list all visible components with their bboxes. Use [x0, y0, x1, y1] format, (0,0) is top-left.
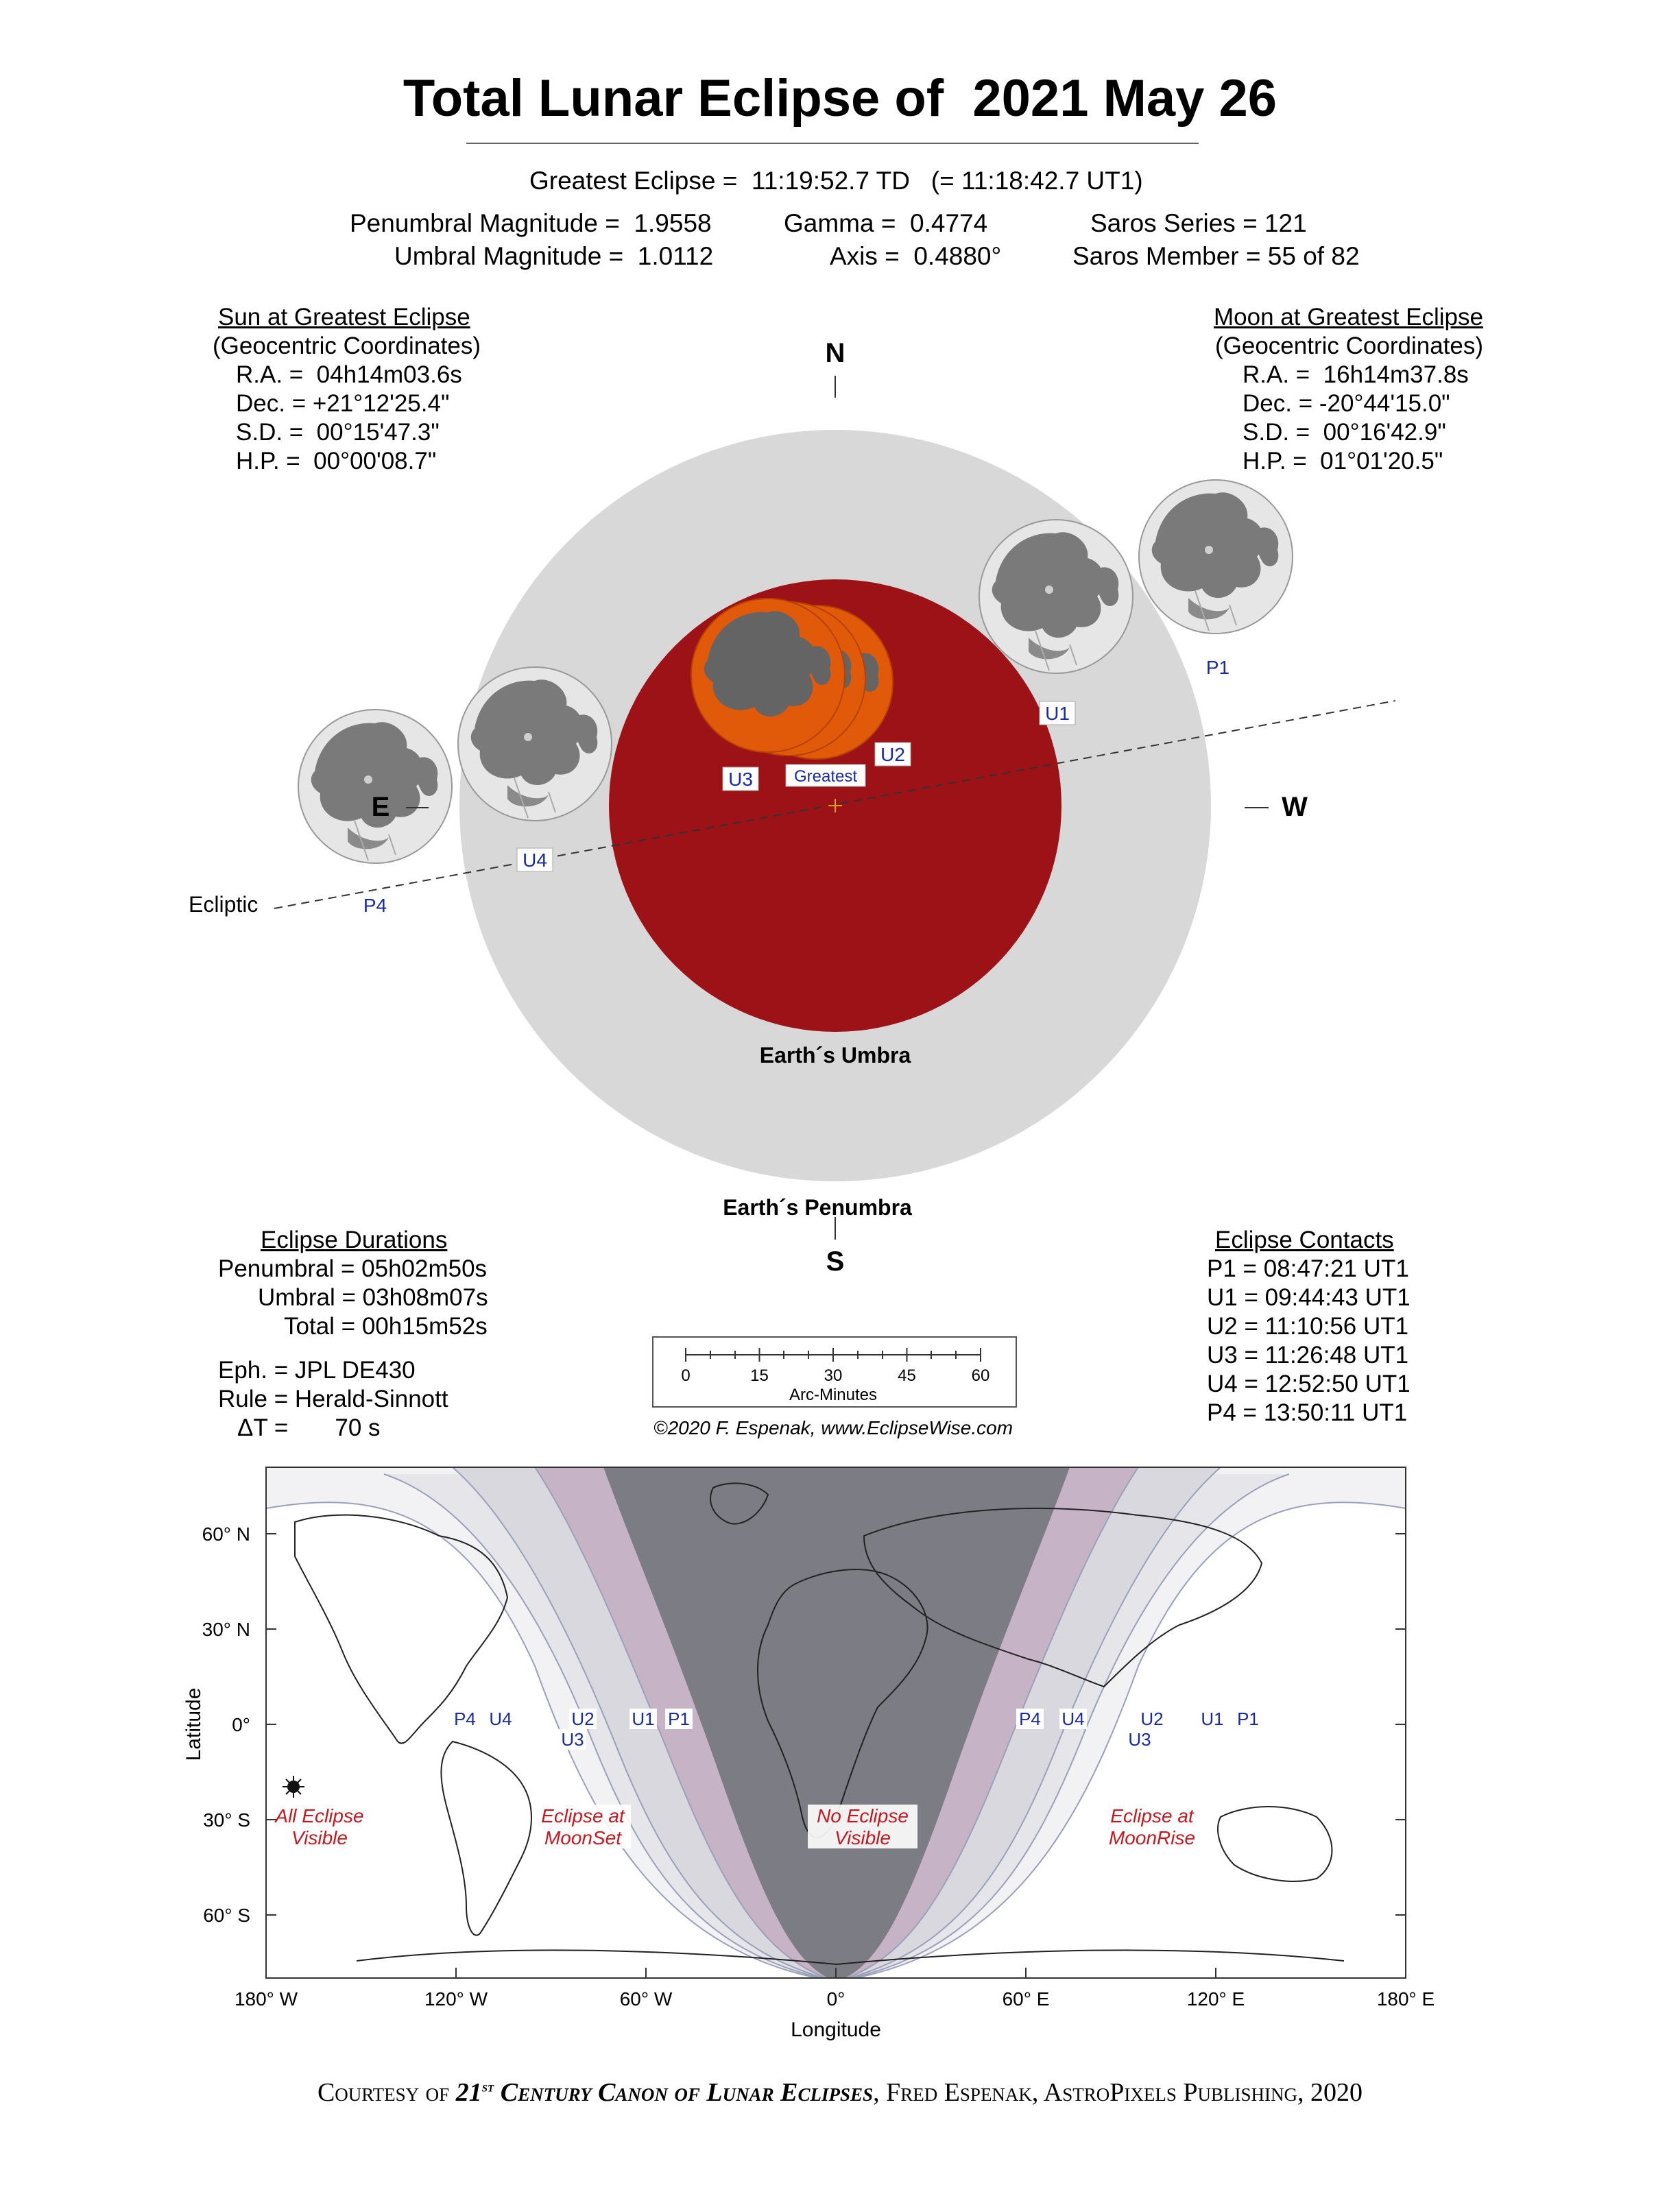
map-u2-west: U2	[571, 1709, 595, 1729]
lon-120w: 120° W	[424, 1988, 488, 2010]
map-u4-west: U4	[489, 1709, 512, 1729]
umbra-label: Earth´s Umbra	[759, 1043, 911, 1068]
west-label: W	[1282, 792, 1308, 822]
south-label: S	[826, 1246, 845, 1277]
scale-tick-15: 15	[750, 1366, 769, 1385]
diagram-greatest-label: Greatest	[793, 767, 858, 786]
map-p1-east: P1	[1237, 1709, 1259, 1729]
saros-series: Saros Series = 121	[1090, 209, 1307, 237]
ephemeris: Eph. = JPL DE430	[218, 1357, 416, 1384]
lat-30s: 30° S	[203, 1809, 250, 1831]
axis: Axis = 0.4880°	[830, 242, 1002, 270]
moon-u4	[458, 667, 612, 821]
scale-tick-45: 45	[898, 1366, 916, 1385]
moon-p4	[298, 710, 452, 863]
contact-p4: P4 = 13:50:11 UT1	[1207, 1399, 1408, 1426]
scale-tick-0: 0	[681, 1366, 691, 1385]
lon-60e: 60° E	[1002, 1988, 1050, 2010]
moon-subheading: (Geocentric Coordinates)	[1215, 333, 1483, 359]
durations-heading: Eclipse Durations	[261, 1227, 448, 1253]
latitude-label: Latitude	[182, 1687, 205, 1761]
penumbral-magnitude: Penumbral Magnitude = 1.9558	[350, 209, 712, 237]
book-number: 21	[455, 2078, 482, 2107]
moonset-line1: Eclipse at	[541, 1805, 625, 1827]
page-title: Total Lunar Eclipse of 2021 May 26	[403, 69, 1277, 128]
moonrise-line2: MoonRise	[1108, 1827, 1196, 1848]
map-u2-east: U2	[1140, 1709, 1164, 1729]
diagram-p1-label: P1	[1205, 657, 1230, 678]
moonrise-line1: Eclipse at	[1110, 1805, 1194, 1827]
moon-u3	[691, 599, 845, 752]
book-ordinal: st	[481, 2077, 494, 2095]
map-u3-west: U3	[561, 1729, 584, 1750]
sun-subheading: (Geocentric Coordinates)	[213, 333, 481, 359]
visibility-map	[178, 1460, 1454, 2050]
courtesy-post: , Fred Espenak, AstroPixels Publishing, 2020	[873, 2078, 1363, 2107]
moon-hp: H.P. = 01°01'20.5"	[1243, 448, 1443, 474]
moon-sd: S.D. = 00°16'42.9"	[1243, 419, 1446, 446]
map-u1-east: U1	[1201, 1709, 1224, 1729]
lat-60s: 60° S	[203, 1905, 250, 1926]
map-u4-east: U4	[1061, 1709, 1085, 1729]
lat-0: 0°	[232, 1714, 250, 1735]
all-eclipse-line2: Visible	[291, 1827, 348, 1848]
diagram-u4-label: U4	[523, 849, 547, 871]
no-eclipse-line2: Visible	[835, 1827, 891, 1848]
penumbra-label: Earth´s Penumbra	[723, 1195, 912, 1220]
moon-u1	[979, 520, 1133, 673]
lon-0: 0°	[826, 1988, 845, 2010]
map-p4-west: P4	[454, 1709, 476, 1729]
gamma: Gamma = 0.4774	[784, 209, 988, 237]
lon-60w: 60° W	[619, 1988, 673, 2010]
rule: Rule = Herald-Sinnott	[218, 1386, 448, 1412]
map-p1-west: P1	[668, 1709, 690, 1729]
map-p4-east: P4	[1019, 1709, 1041, 1729]
no-eclipse-line1: No Eclipse	[817, 1805, 909, 1827]
moon-ra: R.A. = 16h14m37.8s	[1243, 361, 1469, 388]
moon-heading: Moon at Greatest Eclipse	[1214, 304, 1483, 330]
arc-minute-scale	[651, 1336, 1022, 1438]
book-title: Century Canon of Lunar Eclipses	[494, 2078, 874, 2107]
map-u3-east: U3	[1128, 1729, 1151, 1750]
map-u1-west: U1	[632, 1709, 655, 1729]
diagram-u1-label: U1	[1045, 703, 1070, 724]
credit-line: ©2020 F. Espenak, www.EclipseWise.com	[653, 1417, 1013, 1438]
contact-u2: U2 = 11:10:56 UT1	[1207, 1313, 1409, 1340]
scale-label: Arc-Minutes	[789, 1386, 878, 1404]
eclipse-contacts	[1207, 1226, 1411, 1427]
lon-120e: 120° E	[1186, 1988, 1245, 2010]
contact-u3: U3 = 11:26:48 UT1	[1207, 1342, 1409, 1369]
sun-ra: R.A. = 04h14m03.6s	[236, 361, 462, 388]
diagram-p4-label: P4	[363, 895, 387, 916]
lat-60n: 60° N	[202, 1523, 250, 1545]
ephemeris-info	[218, 1356, 448, 1443]
moonset-line2: MoonSet	[544, 1827, 622, 1848]
contacts-heading: Eclipse Contacts	[1215, 1227, 1394, 1253]
scale-tick-30: 30	[824, 1366, 843, 1385]
lon-180e: 180° E	[1376, 1988, 1435, 2010]
all-eclipse-line1: All Eclipse	[275, 1805, 364, 1827]
east-label: E	[371, 792, 390, 822]
diagram-u2-label: U2	[880, 744, 905, 765]
lat-30n: 30° N	[202, 1619, 250, 1640]
scale-tick-60: 60	[971, 1366, 990, 1385]
greatest-eclipse: Greatest Eclipse = 11:19:52.7 TD (= 11:18:42.7 UT1)	[529, 167, 1143, 195]
saros-member: Saros Member = 55 of 82	[1072, 242, 1360, 270]
moon-p1	[1139, 480, 1293, 634]
north-label: N	[825, 338, 845, 368]
duration-penumbral: Penumbral = 05h02m50s	[218, 1255, 488, 1282]
eclipse-durations	[218, 1226, 488, 1341]
contact-u4: U4 = 12:52:50 UT1	[1207, 1371, 1411, 1397]
contact-p1: P1 = 08:47:21 UT1	[1207, 1255, 1409, 1282]
diagram-u3-label: U3	[728, 769, 753, 790]
contact-u1: U1 = 09:44:43 UT1	[1207, 1284, 1411, 1311]
moon-dec: Dec. = -20°44'15.0"	[1243, 390, 1450, 417]
duration-umbral: Umbral = 03h08m07s	[258, 1284, 488, 1311]
sun-hp: H.P. = 00°00'08.7"	[236, 448, 437, 474]
longitude-label: Longitude	[791, 2018, 881, 2041]
umbral-magnitude: Umbral Magnitude = 1.0112	[394, 242, 714, 270]
sun-sd: S.D. = 00°15'47.3"	[236, 419, 440, 446]
courtesy-footer	[0, 2077, 1680, 2108]
duration-total: Total = 00h15m52s	[284, 1313, 488, 1340]
ecliptic-label: Ecliptic	[189, 892, 259, 917]
delta-t: ΔT = 70 s	[237, 1414, 381, 1441]
sun-dec: Dec. = +21°12'25.4"	[236, 390, 450, 417]
lon-180w: 180° W	[234, 1988, 298, 2010]
sun-heading: Sun at Greatest Eclipse	[218, 304, 470, 330]
courtesy-pre: Courtesy of	[317, 2078, 456, 2107]
